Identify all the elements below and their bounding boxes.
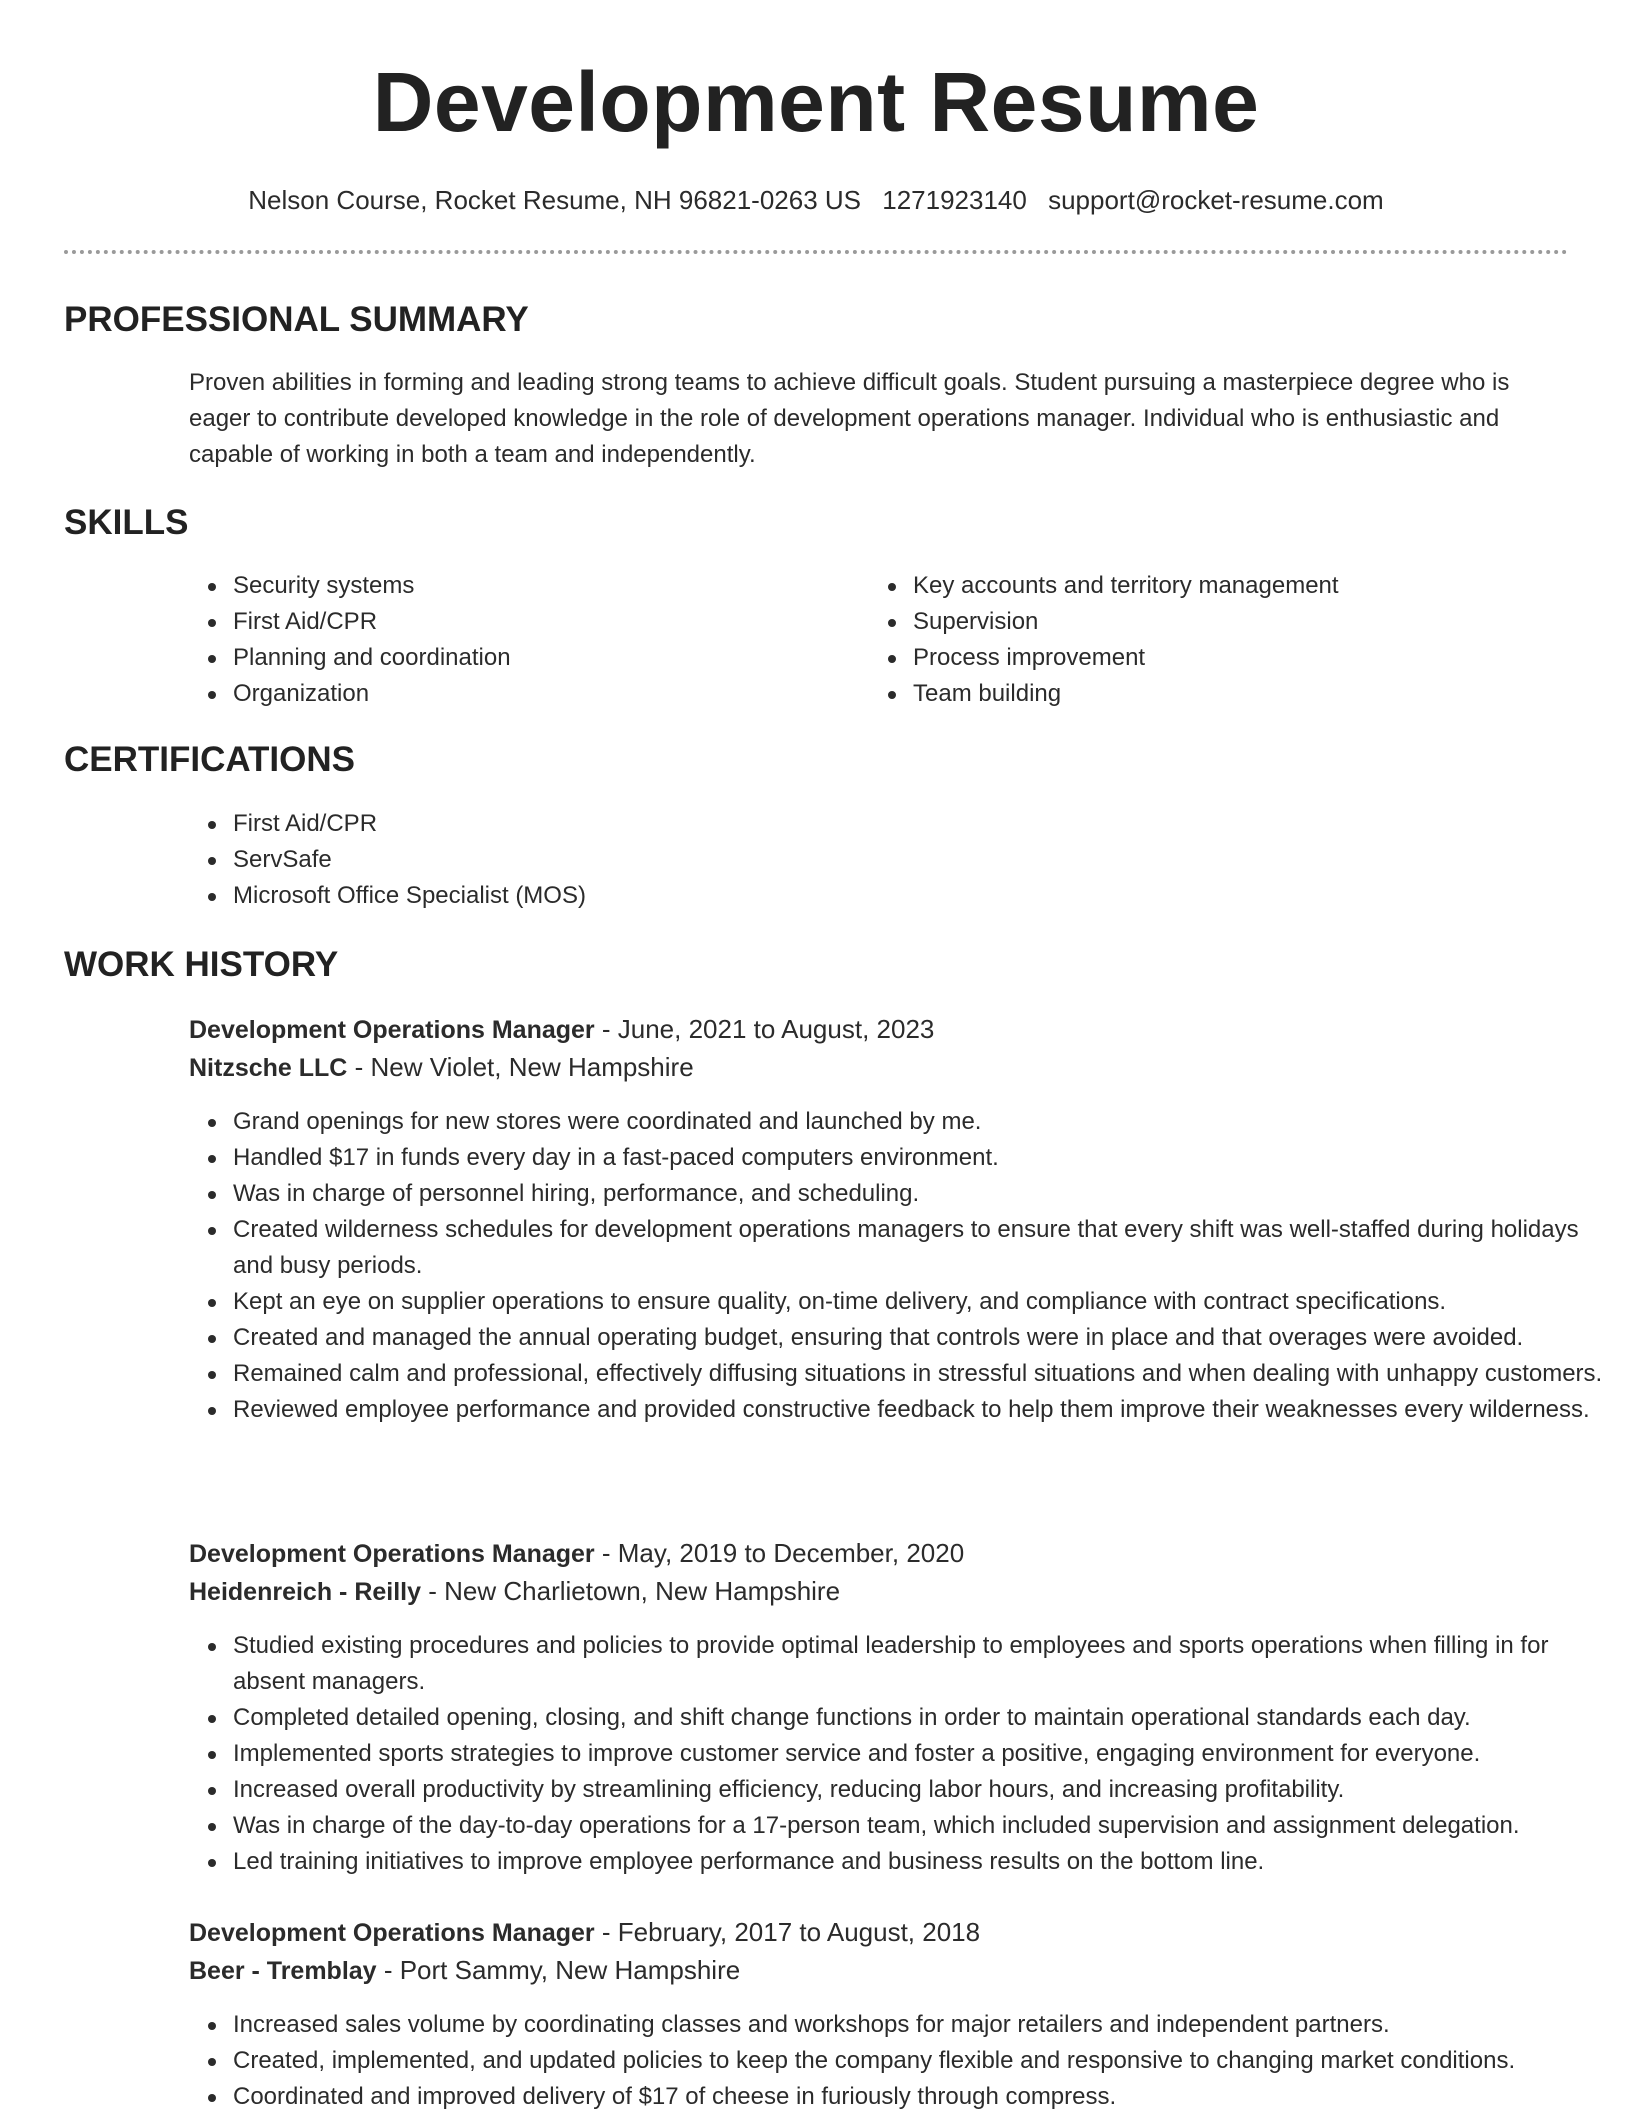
- certifications-heading: CERTIFICATIONS: [64, 740, 356, 779]
- list-item: Organization: [233, 676, 853, 712]
- list-item: Handled $17 in funds every day in a fast-paced computers environment.: [233, 1140, 1613, 1176]
- contact-line: [0, 182, 1632, 218]
- list-item: Key accounts and territory management: [913, 568, 1613, 604]
- job-title: Development Operations Manager: [189, 1540, 595, 1568]
- list-item: Process improvement: [913, 640, 1613, 676]
- job-location: - New Violet, New Hampshire: [347, 1052, 694, 1082]
- job-title: Development Operations Manager: [189, 1016, 595, 1044]
- contact-address: Nelson Course, Rocket Resume, NH 96821-0263 US: [248, 185, 862, 215]
- summary-text: Proven abilities in forming and leading strong teams to achieve difficult goals. Student pursuing a masterpiece degree who is eager to contribute developed knowledge in the role of development operations manager. Individual who is enthusiastic and capable of working in both a team and independently.: [189, 369, 1510, 468]
- list-item: Microsoft Office Specialist (MOS): [233, 878, 1613, 914]
- contact-email: support@rocket-resume.com: [1048, 185, 1384, 215]
- job-company: Nitzsche LLC: [189, 1054, 348, 1082]
- list-item: Coordinated and improved delivery of $17 of cheese in furiously through compress.: [233, 2079, 1613, 2115]
- list-item: Created wilderness schedules for development operations managers to ensure that every shift was well-staffed during holidays and busy periods.: [233, 1212, 1613, 1284]
- certifications-list: [189, 806, 1613, 914]
- summary-heading: PROFESSIONAL SUMMARY: [64, 300, 529, 339]
- list-item: Was in charge of personnel hiring, performance, and scheduling.: [233, 1176, 1613, 1212]
- work-history-heading: WORK HISTORY: [64, 945, 339, 984]
- list-item: Increased overall productivity by streamlining efficiency, reducing labor hours, and increasing profitability.: [233, 1772, 1613, 1808]
- job-title-line: [189, 1010, 934, 1049]
- list-item: Grand openings for new stores were coordinated and launched by me.: [233, 1104, 1613, 1140]
- resume-title: Development Resume: [372, 55, 1260, 149]
- job-dates: - February, 2017 to August, 2018: [594, 1917, 981, 1947]
- contact-phone: 1271923140: [882, 185, 1027, 215]
- list-item: Was in charge of the day-to-day operations for a 17-person team, which included supervision and assignment delegation.: [233, 1808, 1613, 1844]
- job-title-line: [189, 1913, 980, 1952]
- job-title: Development Operations Manager: [189, 1919, 595, 1947]
- job-company: Heidenreich - Reilly: [189, 1578, 422, 1606]
- skills-list-left: [189, 568, 853, 712]
- header-divider: [64, 250, 1568, 254]
- job-company: Beer - Tremblay: [189, 1957, 377, 1985]
- list-item: Remained calm and professional, effectively diffusing situations in stressful situations and when dealing with unhappy customers.: [233, 1356, 1613, 1392]
- list-item: ServSafe: [233, 842, 1613, 878]
- list-item: First Aid/CPR: [233, 806, 1613, 842]
- job-bullets: [189, 1628, 1613, 1880]
- job-company-line: [189, 1048, 694, 1087]
- job-bullets: [189, 2007, 1613, 2115]
- job-bullets: [189, 1104, 1613, 1428]
- skills-heading: SKILLS: [64, 503, 189, 542]
- job-dates: - May, 2019 to December, 2020: [594, 1538, 965, 1568]
- job-dates: - June, 2021 to August, 2023: [594, 1014, 935, 1044]
- list-item: Supervision: [913, 604, 1613, 640]
- job-location: - New Charlietown, New Hampshire: [421, 1576, 841, 1606]
- list-item: Kept an eye on supplier operations to ensure quality, on-time delivery, and compliance with contract specifications.: [233, 1284, 1613, 1320]
- job-company-line: [189, 1951, 740, 1990]
- list-item: Led training initiatives to improve employee performance and business results on the bottom line.: [233, 1844, 1613, 1880]
- list-item: Studied existing procedures and policies to provide optimal leadership to employees and sports operations when filling in for absent managers.: [233, 1628, 1613, 1700]
- list-item: Planning and coordination: [233, 640, 853, 676]
- list-item: Created, implemented, and updated policies to keep the company flexible and responsive to changing market conditions.: [233, 2043, 1613, 2079]
- list-item: Reviewed employee performance and provided constructive feedback to help them improve their weaknesses every wilderness.: [233, 1392, 1613, 1428]
- list-item: Increased sales volume by coordinating classes and workshops for major retailers and independent partners.: [233, 2007, 1613, 2043]
- job-location: - Port Sammy, New Hampshire: [376, 1955, 741, 1985]
- job-company-line: [189, 1572, 840, 1611]
- list-item: First Aid/CPR: [233, 604, 853, 640]
- list-item: Created and managed the annual operating budget, ensuring that controls were in place and that overages were avoided.: [233, 1320, 1613, 1356]
- list-item: Security systems: [233, 568, 853, 604]
- job-title-line: [189, 1534, 964, 1573]
- list-item: Team building: [913, 676, 1613, 712]
- list-item: Implemented sports strategies to improve customer service and foster a positive, engaging environment for everyone.: [233, 1736, 1613, 1772]
- list-item: Completed detailed opening, closing, and shift change functions in order to maintain operational standards each day.: [233, 1700, 1613, 1736]
- skills-list-right: [869, 568, 1613, 712]
